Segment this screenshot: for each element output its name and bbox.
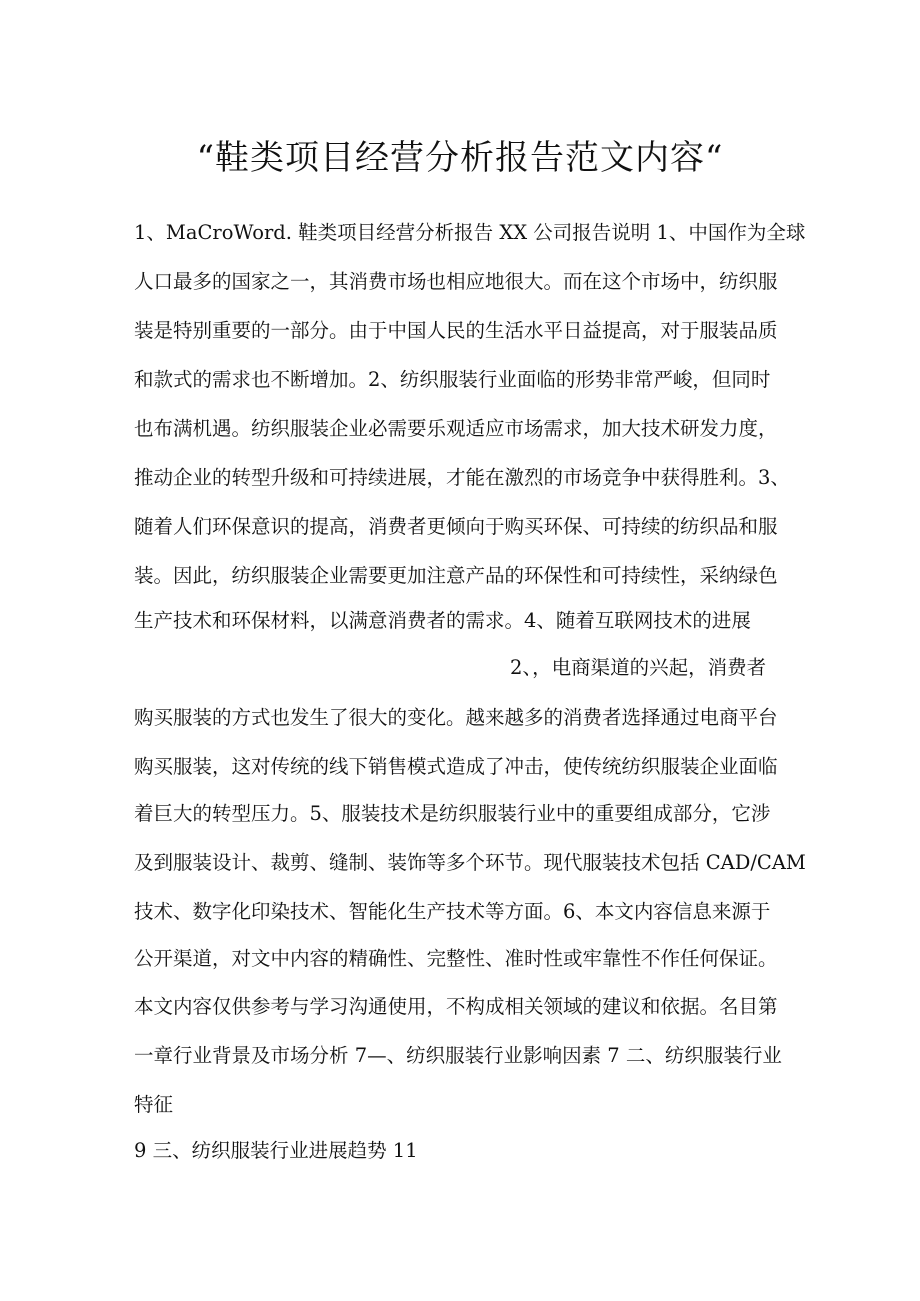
body-line-8: 装。因此，纺织服装企业需要更加注意产品的环保性和可持续性，采纳绿色	[134, 564, 778, 587]
body-line-17: 本文内容仅供参考与学习沟通使用，不构成相关领域的建议和依据。名目第	[134, 995, 778, 1018]
body-line-4: 和款式的需求也不断增加。2、纺织服装行业面临的形势非常严峻，但同时	[134, 368, 771, 391]
body-line-16: 公开渠道，对文中内容的精确性、完整性、准时性或牢靠性不作任何保证。	[134, 947, 778, 970]
body-line-2: 人口最多的国家之一，其消费市场也相应地很大。而在这个市场中，纺织服	[134, 270, 778, 293]
body-line-1: 1、MaCroWord. 鞋类项目经营分析报告 XX 公司报告说明 1、中国作为全球	[134, 221, 806, 244]
body-line-11: 购买服装的方式也发生了很大的变化。越来越多的消费者选择通过电商平台	[134, 706, 778, 729]
body-line-20: 9 三、纺织服装行业进展趋势 11	[134, 1139, 418, 1162]
body-line-7: 随着人们环保意识的提高，消费者更倾向于购买环保、可持续的纺织品和服	[134, 515, 778, 538]
body-line-12: 购买服装，这对传统的线下销售模式造成了冲击，使传统纺织服装企业面临	[134, 755, 778, 778]
document-title: “鞋类项目经营分析报告范文内容“	[196, 138, 724, 178]
body-line-19: 特征	[134, 1093, 174, 1116]
body-line-9: 生产技术和环保材料，以满意消费者的需求。4、随着互联网技术的进展	[134, 609, 751, 632]
body-line-5: 也布满机遇。纺织服装企业必需要乐观适应市场需求，加大技术研发力度，	[134, 417, 778, 440]
body-line-14: 及到服装设计、裁剪、缝制、装饰等多个环节。现代服装技术包括 CAD/CAM	[134, 851, 806, 874]
body-line-10: 2、，电商渠道的兴起，消费者	[510, 656, 767, 679]
body-line-3: 装是特别重要的一部分。由于中国人民的生活水平日益提高，对于服装品质	[134, 319, 778, 342]
body-line-6: 推动企业的转型升级和可持续进展，才能在激烈的市场竞争中获得胜利。3、	[134, 466, 790, 489]
body-line-18: 一章行业背景及市场分析 7—、纺织服装行业影响因素 7 二、纺织服装行业	[134, 1044, 782, 1067]
body-line-13: 着巨大的转型压力。5、服装技术是纺织服装行业中的重要组成部分，它涉	[134, 802, 771, 825]
body-line-15: 技术、数字化印染技术、智能化生产技术等方面。6、本文内容信息来源于	[134, 900, 771, 923]
